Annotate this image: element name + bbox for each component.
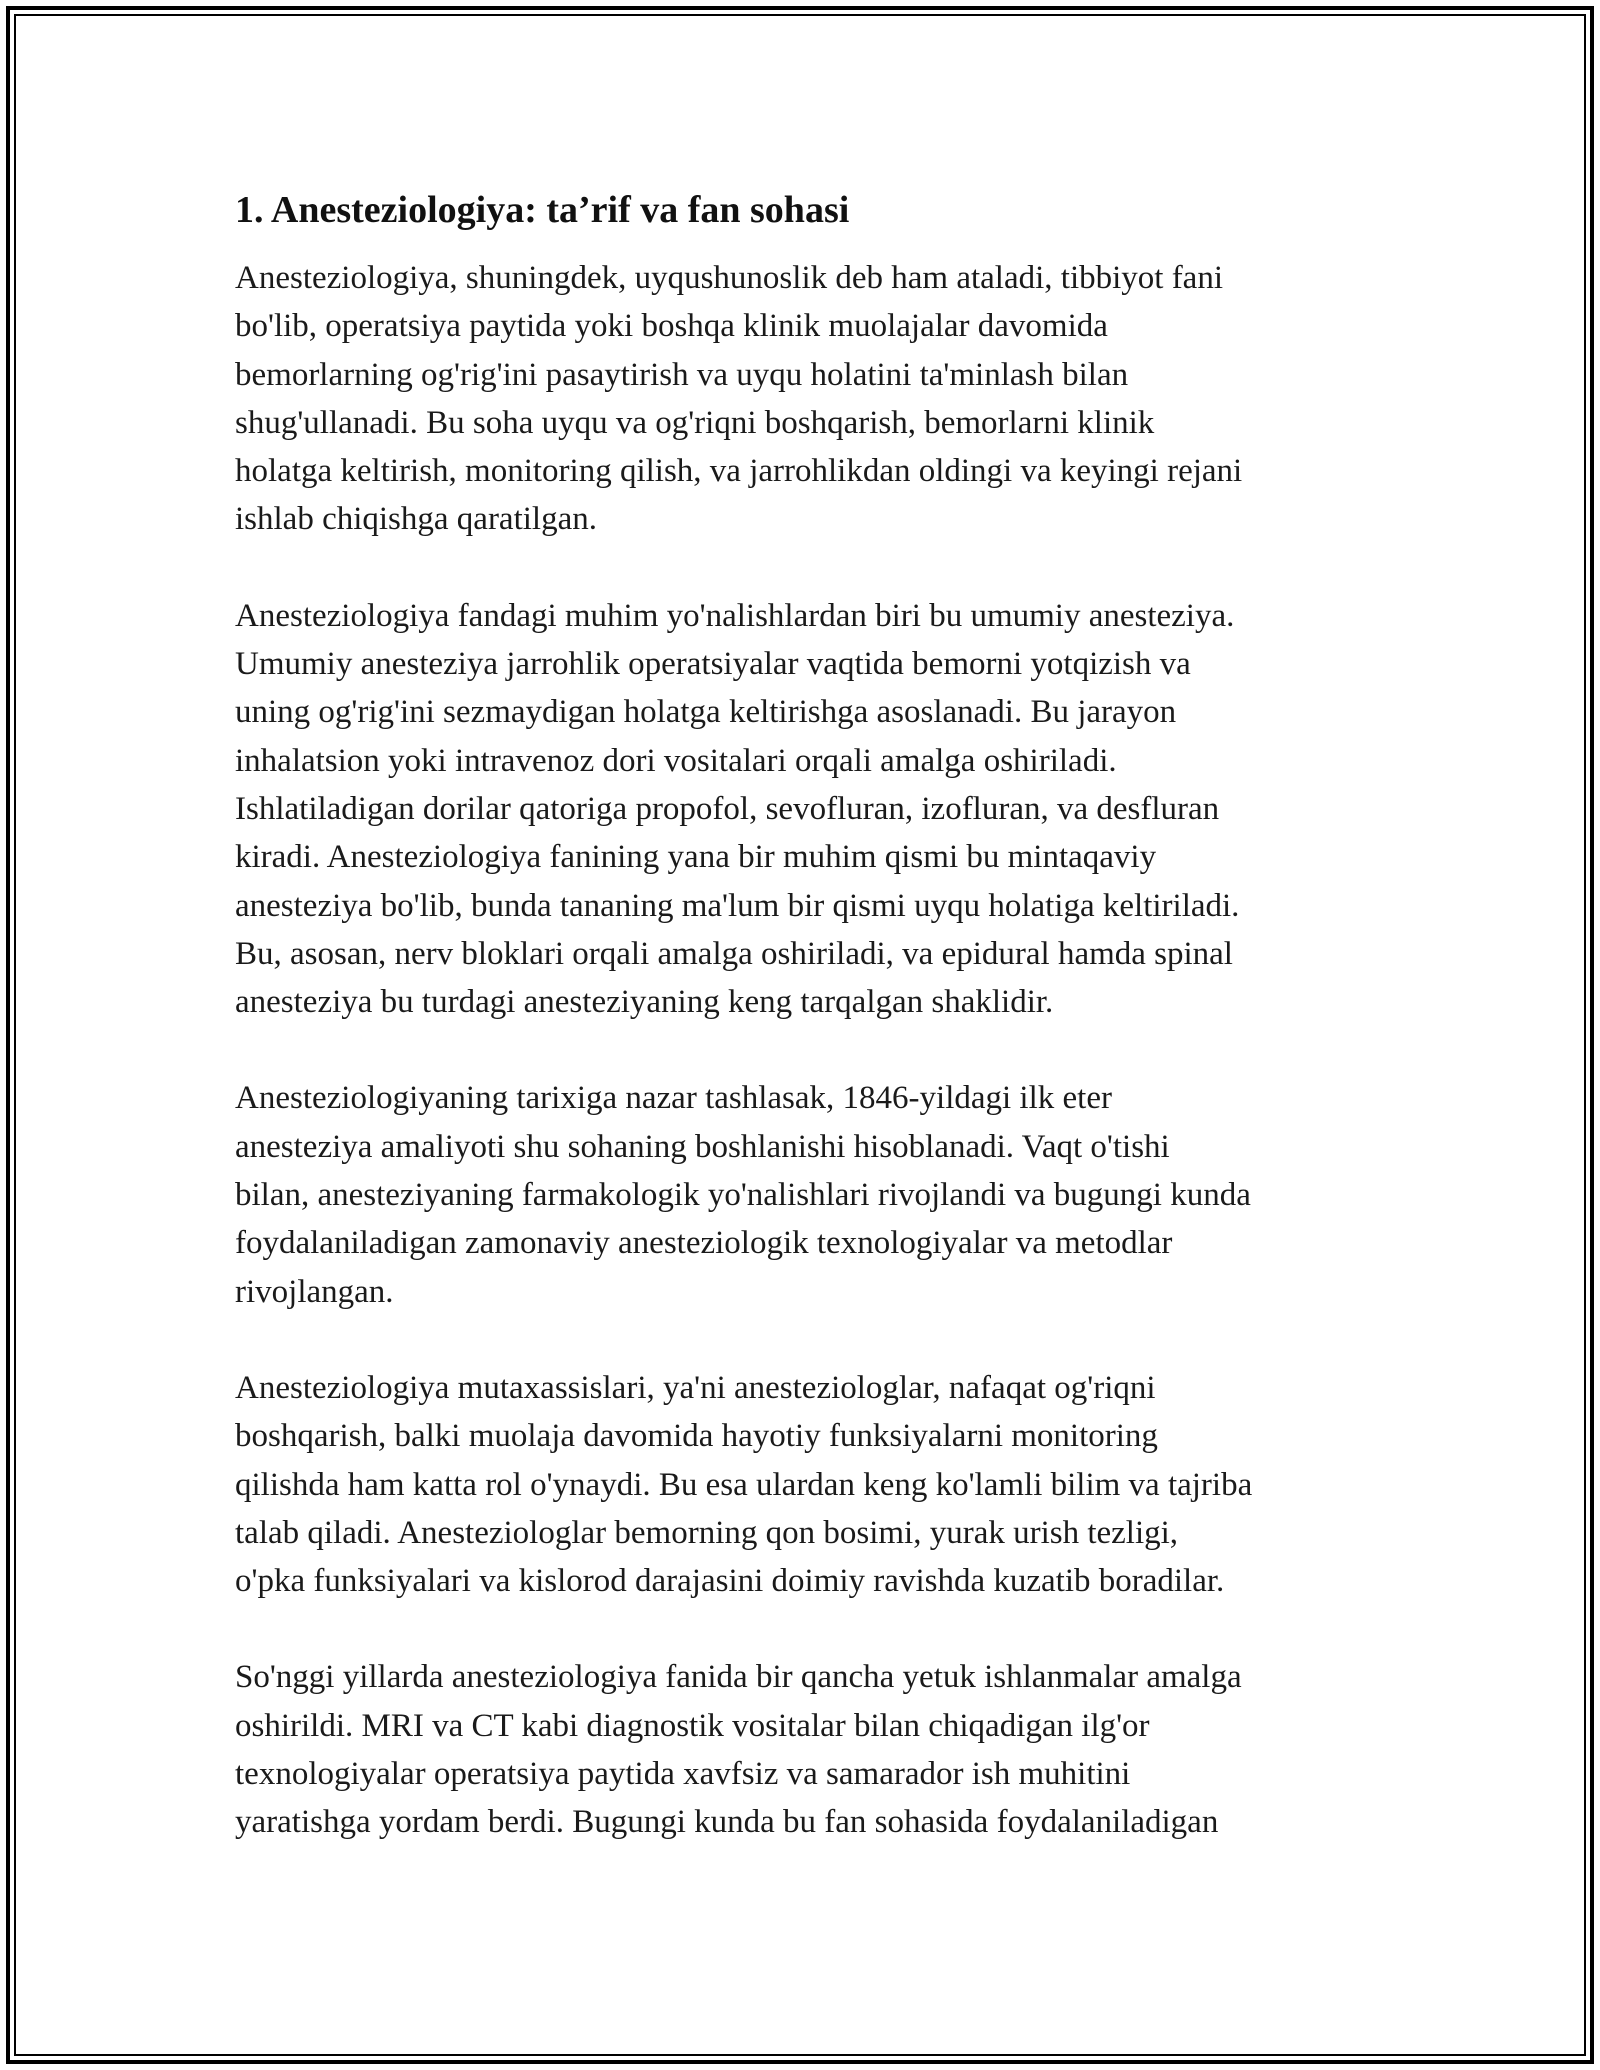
paragraph-general-anesthesia: Anesteziologiya fandagi muhim yo'nalishlardan biri bu umumiy anesteziya. Umumiy anesteziya jarrohlik operatsiyalar vaqtida bemorni yotqizish va uning og'rig'ini sezmaydigan holatga keltirishga asoslanadi. Bu jarayon inhalatsion yoki intravenoz dori vositalari orqali amalga oshiriladi. Ishlatiladigan dorilar qatoriga propofol, sevofluran, izofluran, va desfluran kiradi. Anesteziologiya fanining yana bir muhim qismi bu mintaqaviy anesteziya bo'lib, bunda tananing ma'lum bir qismi uyqu holatiga keltiriladi. Bu, asosan, nerv bloklari orqali amalga oshiriladi, va epidural hamda spinal anesteziya bu turdagi anesteziyaning keng tarqalgan shaklidir. <box>235 597 1240 1021</box>
paragraph-history: Anesteziologiyaning tarixiga nazar tashlasak, 1846-yildagi ilk eter anesteziya amaliyoti shu sohaning boshlanishi hisoblanadi. Vaqt o'tishi bilan, anesteziyaning farmakologik yo'nalishlari rivojlandi va bugungi kunda foydalaniladigan zamonaviy anesteziologik texnologiyalar va metodlar rivojlangan. <box>235 1080 1251 1310</box>
paragraph-recent-developments: So'nggi yillarda anesteziologiya fanida bir qancha yetuk ishlanmalar amalga oshirildi. MRI va CT kabi diagnostik vositalar bilan chiqadigan ilg'or texnologiyalar operatsiya paytida xavfsiz va samarador ish muhitini yaratishga yordam berdi. Bugungi kunda bu fan sohasida foydalaniladigan <box>235 1659 1242 1841</box>
paragraph-specialists: Anesteziologiya mutaxassislari, ya'ni anesteziologlar, nafaqat og'riqni boshqarish, balki muolaja davomida hayotiy funksiyalarni monitoring qilishda ham katta rol o'ynaydi. Bu esa ulardan keng ko'lamli bilim va tajriba talab qiladi. Anesteziologlar bemorning qon bosimi, yurak urish tezligi, o'pka funksiyalari va kislorod darajasini doimiy ravishda kuzatib boradilar. <box>235 1369 1253 1600</box>
section-heading: 1. Anesteziologiya: ta’rif va fan sohasi <box>235 189 850 231</box>
paragraph-definition: Anesteziologiya, shuningdek, uyqushunoslik deb ham ataladi, tibbiyot fani bo'lib, operatsiya paytida yoki boshqa klinik muolajalar davomida bemorlarning og'rig'ini pasaytirish va uyqu holatini ta'minlash bilan shug'ullanadi. Bu soha uyqu va og'riqni boshqarish, bemorlarni klinik holatga keltirish, monitoring qilish, va jarrohlikdan oldingi va keyingi rejani ishlab chiqishga qaratilgan. <box>235 260 1243 538</box>
document-body <box>235 186 1380 1895</box>
